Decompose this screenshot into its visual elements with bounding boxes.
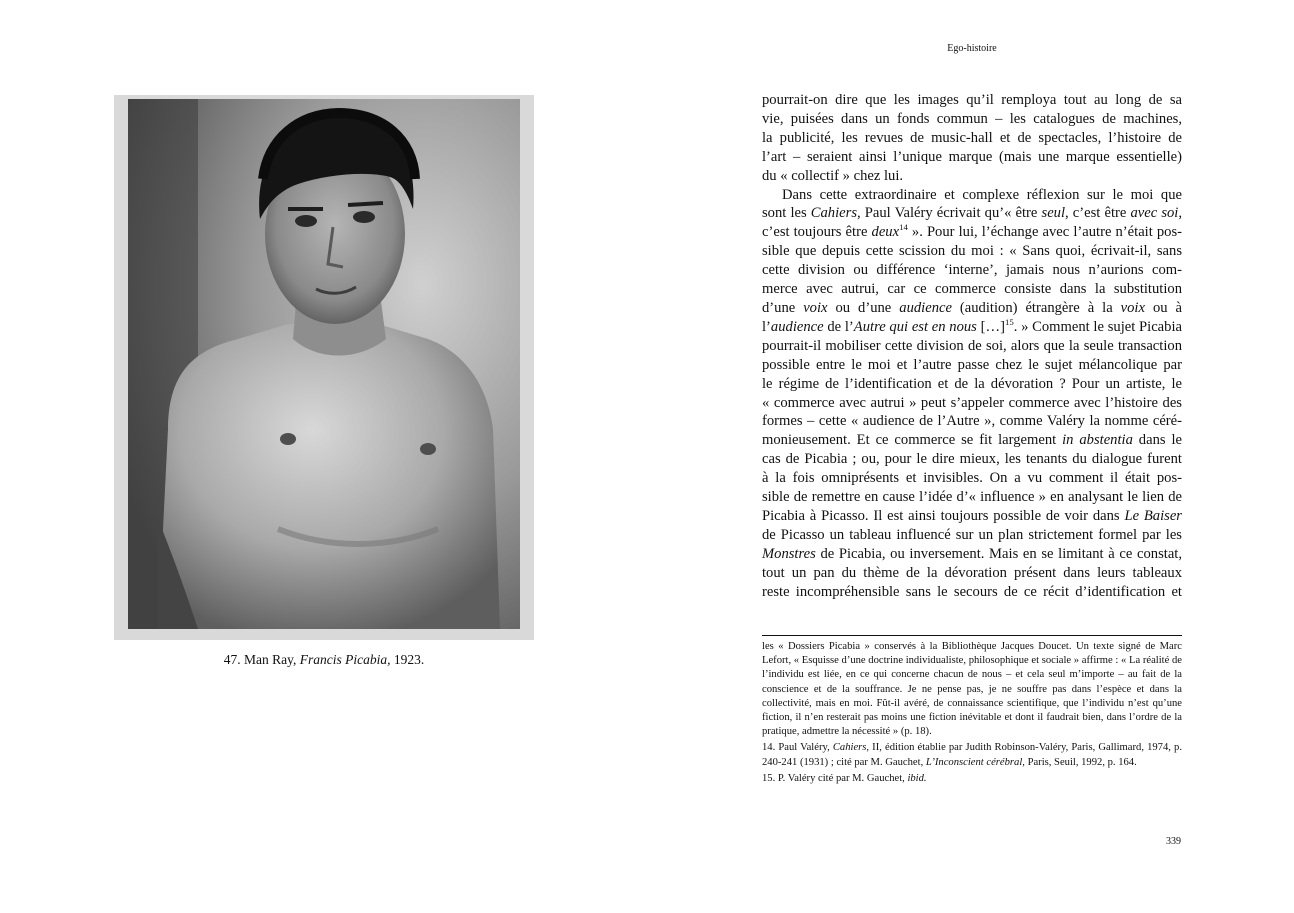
- body-text: [762, 91, 1182, 601]
- text-line: possible entre le moi et l’autre passe chez le sujet mélancolique par: [762, 356, 1182, 373]
- text-line: à la fois omniprésents et invisibles. On a vu comment il était pos-: [762, 470, 1182, 487]
- text-line: « commerce avec autrui » peut s’appeler commerce avec l’histoire des: [762, 394, 1182, 411]
- portrait-photo: [128, 99, 520, 629]
- text-line: Picabia à Picasso. Il est ainsi toujours possible de voir dans Le Baiser: [762, 507, 1182, 524]
- text-line: merce avec autrui, car ce commerce consiste dans la substitution: [762, 281, 1182, 298]
- text-line: cette division ou différence ‘interne’, jamais nous n’aurions com-: [762, 262, 1182, 279]
- running-head: Ego-histoire: [947, 43, 997, 54]
- text-line: cas de Picabia ; ou, pour le dire mieux, les tenants du dialogue furent: [762, 451, 1182, 468]
- footnote-15: 15. P. Valéry cité par M. Gauchet, ibid.: [762, 772, 927, 784]
- footnote-14: 14. Paul Valéry, Cahiers, II, édition établie par Judith Robinson-Valéry, Paris, Gallimard, 1974, p. 240-241 (1931) ; cité par M. Gauchet, L’Inconscient cérébral, Paris, Seuil, 1992, p. 164.: [762, 742, 1182, 768]
- text-line: reste incompréhensible sans le secours de ce récit d’identification et: [762, 583, 1182, 600]
- text-line: pourrait-il mobiliser cette division de soi, alors que la seule transaction: [762, 337, 1182, 354]
- text-line: sible que depuis cette scission du moi : « Sans quoi, écrivait-il, sans: [762, 243, 1182, 260]
- text-line: Dans cette extraordinaire et complexe réflexion sur le moi que: [782, 186, 1182, 203]
- text-line: Monstres de Picabia, ou inversement. Mais en se limitant à ce constat,: [762, 545, 1182, 562]
- text-line: pourrait-on dire que les images qu’il remploya tout au long de sa: [762, 92, 1182, 108]
- footnote-ref-14[interactable]: 14: [899, 222, 908, 233]
- text-line: c’est toujours être deux$^{14}$ ». Pour lui, l’échange avec l’autre n’était pos-: [762, 222, 1182, 241]
- text-line: tout un pan du thème de la dévoration présent dans leurs tableaux: [762, 564, 1182, 581]
- text-line: l’audience de l’Autre qui est en nous […]$^{15}$. » Comment le sujet Picabia: [762, 317, 1182, 335]
- footnotes: [762, 640, 1182, 788]
- text-line: le régime de l’identification et de la dévoration ? Pour un artiste, le: [762, 375, 1182, 392]
- page-number: 339: [1166, 836, 1181, 847]
- text-line: vie, puisées dans un fonds commun – les catalogues de machines,: [762, 110, 1182, 127]
- text-line: monieusement. Et ce commerce se fit largement in abstentia dans le: [762, 432, 1182, 449]
- text-line: formes – cette « audience de l’Autre », comme Valéry la nomme céré-: [762, 413, 1182, 430]
- text-line: du « collectif » chez lui.: [762, 167, 904, 184]
- caption-title: Francis Picabia,: [299, 652, 391, 667]
- footnote-ref-15[interactable]: 15: [1004, 317, 1014, 328]
- text-line: la publicité, les revues de music-hall et de spectacles, l’histoire de: [762, 129, 1182, 146]
- right-page: [647, 0, 1294, 913]
- figure-caption: [114, 652, 534, 668]
- text-line: sont les Cahiers, Paul Valéry écrivait qu’« être seul, c’est être avec soi,: [762, 205, 1182, 222]
- text-line: d’une voix ou d’une audience (audition) étrangère à la voix ou à: [762, 299, 1182, 316]
- figure-frame: [114, 95, 534, 640]
- text-line: de Picasso un tableau influencé sur un plan strictement formel par les: [762, 526, 1182, 543]
- caption-suffix: 1923.: [390, 652, 425, 667]
- footnote-rule: [762, 635, 1182, 636]
- paragraph-2: [762, 186, 1182, 602]
- caption-prefix: 47. Man Ray,: [223, 652, 300, 667]
- text-line: l’art – seraient ainsi l’unique marque (mais une marque essentielle): [762, 148, 1182, 165]
- text-line: sible de remettre en cause l’idée d’« influence » en analysant le lien de: [762, 489, 1182, 506]
- footnote-continued: les « Dossiers Picabia » conservés à la Bibliothèque Jacques Doucet. Un texte signé de Marc Lefort, « Esquisse d’une doctrine individualiste, philosophique et sociale » affirme : « La réalité de l’individu est liée, en ce qui concerne chacun de nous – et cela seul m’importe – au fait de la conscience et de la souffrance. Je ne pense pas, je ne souffre pas dans l’espèce et dans la collectivité, mais en moi. Fût-il avéré, de connaissance scientifique, que l’individu n’est qu’une fiction, il n’en resterait pas moins une fiction inévitable et dont il faudrait bien, dans l’ordre de la pratique, admettre la nécessité » (p. 18).: [762, 641, 1182, 738]
- paragraph-1: [762, 91, 1182, 186]
